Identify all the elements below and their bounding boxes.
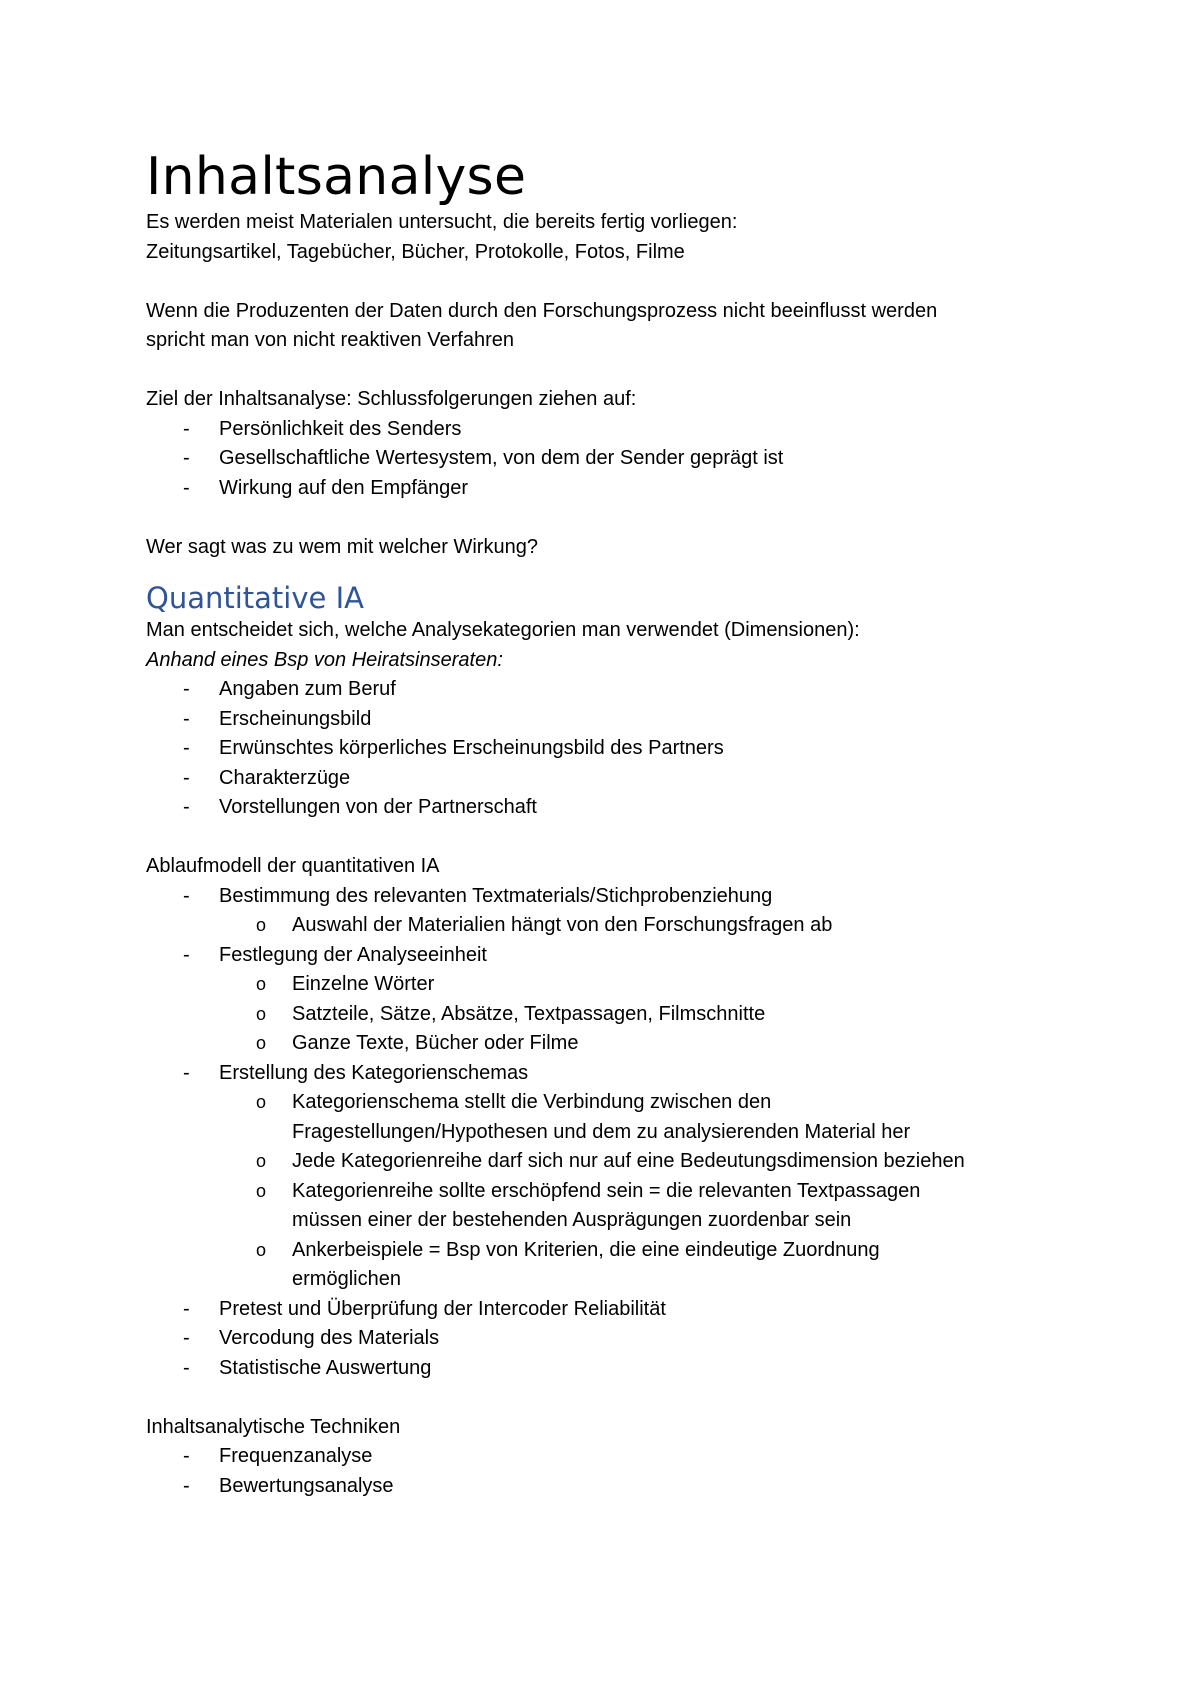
spacer <box>146 267 1050 297</box>
question-line: Wer sagt was zu wem mit welcher Wirkung? <box>146 535 538 558</box>
list-item-text: Erstellung des Kategorienschemas <box>219 1061 529 1084</box>
circle-bullet: o <box>256 1180 267 1201</box>
circle-bullet: o <box>256 1239 267 1260</box>
list-item <box>146 1354 1050 1384</box>
sub-list-item <box>146 1088 1050 1147</box>
list-item-text: Charakterzüge <box>219 766 351 789</box>
dash-bullet: - <box>183 1445 190 1467</box>
list-item-text: Bestimmung des relevanten Textmaterials/Stichprobenziehung <box>219 884 773 907</box>
list-item-text: Erscheinungsbild <box>219 707 372 730</box>
dash-bullet: - <box>183 1356 190 1379</box>
list-item-text: Bewertungsanalyse <box>219 1474 394 1497</box>
sub-list-item-text-continued: müssen einer der bestehenden Ausprägungen zuordenbar sein <box>292 1209 852 1231</box>
reactive-line-2: spricht man von nicht reaktiven Verfahren <box>146 329 514 351</box>
sub-list-item-text: Kategorienschema stellt die Verbindung zwischen den <box>292 1091 772 1113</box>
sub-list-item-text: Kategorienreihe sollte erschöpfend sein = die relevanten Textpassagen <box>292 1179 921 1202</box>
sub-list-item-text: Satzteile, Sätze, Absätze, Textpassagen, Filmschnitte <box>292 1002 766 1025</box>
quantitative-line-1: Man entscheidet sich, welche Analysekategorien man verwendet (Dimensionen): <box>146 619 860 641</box>
dash-bullet: - <box>183 1327 190 1349</box>
list-item <box>146 1059 1050 1295</box>
sub-list-item-text: Ganze Texte, Bücher oder Filme <box>292 1032 579 1054</box>
sub-list-item <box>146 1177 1050 1236</box>
sub-list-item <box>146 970 1050 1000</box>
sub-list-item-text: Einzelne Wörter <box>292 973 435 995</box>
circle-bullet: o <box>256 915 267 935</box>
dash-bullet: - <box>183 447 190 469</box>
page-title: Inhaltsanalyse <box>146 147 527 207</box>
sub-list-item-text: Jede Kategorienreihe darf sich nur auf eine Bedeutungsdimension beziehen <box>292 1150 965 1172</box>
circle-bullet: o <box>256 1151 267 1171</box>
sub-list-item-text-continued: Fragestellungen/Hypothesen und dem zu analysierenden Material her <box>292 1120 911 1143</box>
sub-list-item <box>146 1236 1050 1295</box>
reactive-line-1: Wenn die Produzenten der Daten durch den Forschungsprozess nicht beeinflusst werden <box>146 299 938 322</box>
list-item <box>146 734 1050 764</box>
dash-bullet: - <box>183 796 190 818</box>
list-item <box>146 415 1050 445</box>
dash-bullet: - <box>183 943 190 966</box>
list-item-text: Persönlichkeit des Senders <box>219 417 462 440</box>
spacer <box>146 823 1050 853</box>
intro-line-1: Es werden meist Materialen untersucht, die bereits fertig vorliegen: <box>146 211 738 233</box>
spacer <box>146 356 1050 386</box>
list-item <box>146 941 1050 1059</box>
list-item <box>146 1442 1050 1472</box>
spacer <box>146 503 1050 533</box>
dash-bullet: - <box>183 1474 190 1497</box>
list-item <box>146 1472 1050 1502</box>
dash-bullet: - <box>183 1297 190 1320</box>
list-item-text: Angaben zum Beruf <box>219 678 396 700</box>
sub-list-item-text-continued: ermöglichen <box>292 1268 401 1290</box>
list-item <box>146 1295 1050 1325</box>
ablauf-list <box>146 882 1050 1384</box>
dash-bullet: - <box>183 766 190 789</box>
sub-list-item <box>146 911 1050 941</box>
circle-bullet: o <box>256 1092 267 1112</box>
goal-list <box>146 415 1050 504</box>
sub-list-item-text: Ankerbeispiele = Bsp von Kriterien, die eine eindeutige Zuordnung <box>292 1238 880 1261</box>
quantitative-example: Anhand eines Bsp von Heiratsinseraten: <box>146 648 503 671</box>
sub-list-item <box>146 1000 1050 1030</box>
list-item <box>146 764 1050 794</box>
list-item <box>146 1324 1050 1354</box>
list-item-text: Wirkung auf den Empfänger <box>219 476 469 499</box>
list-item-text: Pretest und Überprüfung der Intercoder Reliabilität <box>219 1297 666 1320</box>
sub-list-item <box>146 1147 1050 1177</box>
dash-bullet: - <box>183 1061 190 1084</box>
list-item-text: Festlegung der Analyseeinheit <box>219 943 487 966</box>
sub-list <box>146 970 1050 1059</box>
circle-bullet: o <box>256 1003 267 1024</box>
dash-bullet: - <box>183 678 190 700</box>
dash-bullet: - <box>183 476 190 499</box>
techniques-heading: Inhaltsanalytische Techniken <box>146 1415 401 1438</box>
spacer <box>146 1383 1050 1413</box>
list-item-text: Erwünschtes körperliches Erscheinungsbild des Partners <box>219 737 724 759</box>
list-item-text: Statistische Auswertung <box>219 1356 432 1379</box>
list-item <box>146 705 1050 735</box>
list-item-text: Vercodung des Materials <box>219 1327 440 1349</box>
list-item-text: Gesellschaftliche Wertesystem, von dem der Sender geprägt ist <box>219 447 784 469</box>
list-item <box>146 444 1050 474</box>
techniques-list <box>146 1442 1050 1501</box>
sub-list <box>146 1088 1050 1295</box>
list-item-text: Frequenzanalyse <box>219 1445 373 1467</box>
sub-list-item <box>146 1029 1050 1059</box>
list-item-text: Vorstellungen von der Partnerschaft <box>219 796 537 818</box>
circle-bullet: o <box>256 1033 267 1053</box>
goal-heading: Ziel der Inhaltsanalyse: Schlussfolgerungen ziehen auf: <box>146 388 637 410</box>
list-item <box>146 675 1050 705</box>
ablauf-heading: Ablaufmodell der quantitativen IA <box>146 855 440 877</box>
sub-list-item-text: Auswahl der Materialien hängt von den Forschungsfragen ab <box>292 914 833 936</box>
section-heading-quantitative: Quantitative IA <box>146 581 364 615</box>
list-item <box>146 793 1050 823</box>
dash-bullet: - <box>183 417 190 440</box>
sub-list <box>146 911 1050 941</box>
list-item <box>146 474 1050 504</box>
quantitative-list <box>146 675 1050 823</box>
dash-bullet: - <box>183 707 190 730</box>
circle-bullet: o <box>256 974 267 994</box>
intro-line-2: Zeitungsartikel, Tagebücher, Bücher, Protokolle, Fotos, Filme <box>146 240 685 263</box>
list-item <box>146 882 1050 941</box>
dash-bullet: - <box>183 737 190 759</box>
dash-bullet: - <box>183 884 190 907</box>
